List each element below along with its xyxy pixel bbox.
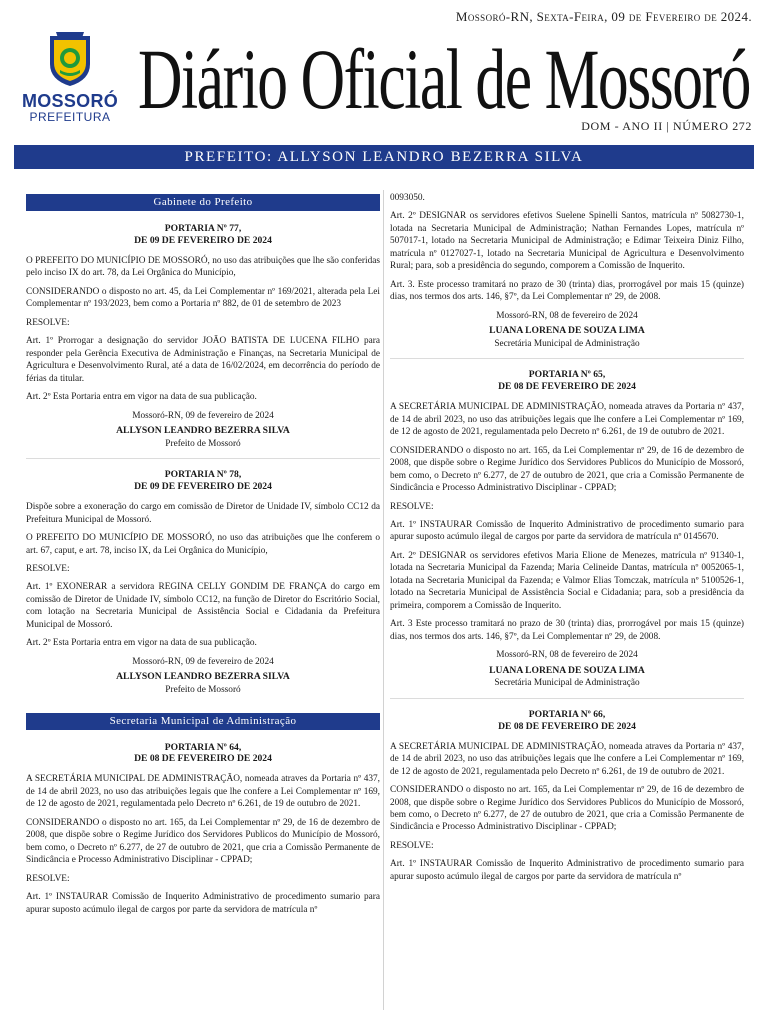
signature-place: Mossoró-RN, 08 de fevereiro de 2024 [496, 310, 638, 321]
paragraph: CONSIDERANDO o disposto no art. 165, da Lei Complementar nº 29, de 16 de dezembro de 2008, que dispõe sobre o Regime Jurídico dos Servidores Publicos do Município de Mossoró, bem como, o Decreto nº 6.277, de 27 de outubro de 2021, que cria a Comissão Permanente de Sindicância e Processo Administrativo Disciplinar - CPPAD; [390, 785, 744, 833]
separator [390, 358, 744, 359]
portaria-title: PORTARIA Nº 78, DE 09 DE FEVEREIRO DE 2024 [134, 469, 272, 493]
right-column [390, 192, 744, 1022]
resolve-label: RESOLVE: [26, 317, 70, 328]
paragraph: O PREFEITO DO MUNICÍPIO DE MOSSORÓ, no uso das atribuições que lhe são conferidas pelo inciso IX do art. 78, da Lei Orgânica do Município, [26, 255, 380, 279]
signature-role: Secretária Municipal de Administração [494, 678, 640, 689]
paragraph: Art. 1º INSTAURAR Comissão de Inquerito Administrativo de procedimento sumario para apurar suposto acúmulo ilegal de cargos por parte da servidora de matrícula nº 0145670. [390, 519, 744, 543]
prefeito-banner: PREFEITO: ALLYSON LEANDRO BEZERRA SILVA [14, 145, 754, 169]
paragraph: Art. 2º Esta Portaria entra em vigor na data de sua publicação. [26, 392, 257, 403]
portaria-64 [26, 742, 380, 917]
signature-name: ALLYSON LEANDRO BEZERRA SILVA [116, 671, 290, 683]
paragraph: CONSIDERANDO o disposto no art. 165, da Lei Complementar nº 29, de 16 de dezembro de 2008, que dispõe sobre o Regime Jurídico dos Servidores Publicos do Município de Mossoró, bem como, o Decreto nº 6.277, de 27 de outubro de 2021, que cria a Comissão Permanente de Sindicância e Processo Administrativo Disciplinar - CPPAD; [26, 817, 380, 866]
portaria-78 [26, 469, 380, 696]
signature-place: Mossoró-RN, 09 de fevereiro de 2024 [132, 410, 274, 421]
paragraph: Art. 1º EXONERAR a servidora REGINA CELLY GONDIM DE FRANÇA do cargo em comissão de Diretor de Unidade IV, símbolo CC12, na função de Diretor do Escritório Social, com lotação na Secretaria Municipal de Assistência Social e Cidadania da Prefeitura Municipal de Mossoró. [26, 582, 380, 630]
signature-name: ALLYSON LEANDRO BEZERRA SILVA [116, 424, 290, 436]
continued-text: 0093050. [390, 193, 425, 203]
resolve-label: RESOLVE: [26, 564, 70, 575]
separator [390, 698, 744, 699]
logo-title: MOSSORÓ [21, 91, 119, 111]
portaria-title: PORTARIA Nº 64, DE 08 DE FEVEREIRO DE 2024 [134, 741, 272, 765]
portaria-title: PORTARIA Nº 77, DE 09 DE FEVEREIRO DE 2024 [134, 223, 272, 246]
section-header-gabinete: Gabinete do Prefeito [26, 194, 380, 211]
section-header-administracao: Secretaria Municipal de Administração [26, 713, 380, 730]
masthead [0, 0, 768, 145]
resolve-label: RESOLVE: [26, 873, 70, 884]
paragraph: Dispõe sobre a exoneração do cargo em comissão de Diretor de Unidade IV, símbolo CC12 da Prefeitura Municipal de Mossoró. [26, 502, 380, 525]
paragraph: Art. 1º INSTAURAR Comissão de Inquerito Administrativo de procedimento sumario para apurar suposto acúmulo ilegal de cargos por parte da servidora de matrícula nº [26, 892, 380, 915]
paragraph: O PREFEITO DO MUNICÍPIO DE MOSSORÓ, no uso das atribuições que lhe conferem o art. 67, caput, e art. 78, inciso IX, da Lei Orgânica do Município, [26, 533, 380, 556]
paragraph: Art. 2º DESIGNAR os servidores efetivos Maria Elione de Menezes, matrícula nº 91340-1, lotada na Secretaria Municipal da Fazenda; Maria Celineide Dantas, matrícula nº 0052065-1, lotada na Secretaria Municipal da Fazenda; e Valmor Elias Tomczak, matrícula nº 5100526-1, lotado na Secretaria Municipal de Assistência Social e Cidadania; para, sob a presidência da primeira, comporem a Comissão de Inquerito. [390, 550, 744, 611]
paragraph: CONSIDERANDO o disposto no art. 165, da Lei Complementar nº 29, de 16 de dezembro de 2008, que dispõe sobre o Regime Jurídico dos Servidores Publicos do Município de Mossoró, bem como, o Decreto nº 6.277, de 27 de outubro de 2021, que cria a Comissão Permanente de Sindicância e Processo Administrativo Disciplinar - CPPAD; [390, 445, 744, 494]
paragraph: Art. 2º DESIGNAR os servidores efetivos Suelene Spinelli Santos, matrícula nº 5082730-1, lotada na Secretaria Municipal de Administração; Nathan Fernandes Lopes, matrícula nº 507017-1, lotado na Secretaria Municipal de Administração; e Edimar Teixeira Diniz Filho, matrícula nº 0127027-1, lotado na Secretaria Municipal de Agricultura e Desenvolvimento Rural; para, sob a presidência do segundo, comporem a Comissão de Inquerito. [390, 211, 744, 272]
prefeitura-logo [16, 30, 124, 130]
portaria-66 [390, 709, 744, 884]
paragraph: CONSIDERANDO o disposto no art. 45, da Lei Complementar nº 169/2021, alterada pela Lei Complementar nº 193/2023, bem como a Portaria nº 882, de 01 de setembro de 2023 [26, 286, 380, 310]
paragraph: Art. 2º Esta Portaria entra em vigor na data de sua publicação. [26, 638, 257, 649]
signature-name: LUANA LORENA DE SOUZA LIMA [489, 325, 645, 337]
logo-subtitle: PREFEITURA [29, 110, 111, 124]
mossoro-coat-of-arms-icon [46, 30, 94, 88]
resolve-label: RESOLVE: [390, 840, 434, 851]
signature-role: Prefeito de Mossoró [165, 438, 241, 449]
signature-place: Mossoró-RN, 09 de fevereiro de 2024 [132, 656, 274, 667]
paragraph: A SECRETÁRIA MUNICIPAL DE ADMINISTRAÇÃO, nomeada atraves da Portaria nº 437, de 14 de abril 2023, no uso das atribuições legais que lhe confere a Lei Complementar nº 169, de 12 de agosto de 2021, regulamentada pelo Decreto nº 6.261, de 19 de outubro de 2021. [390, 402, 744, 438]
resolve-label: RESOLVE: [390, 501, 434, 512]
signature-role: Prefeito de Mossoró [165, 685, 241, 696]
newspaper-title: Diário Oficial de Mossoró [138, 31, 750, 124]
paragraph: Art. 1º Prorrogar a designação do servidor JOÃO BATISTA DE LUCENA FILHO para responder pela Gerência Executiva de Administração e Finanças, na Secretaria Municipal de Agricultura e Desenvolvimento Rural, até a data de 16/02/2024, em decorrência do período de férias da titular. [26, 336, 380, 384]
paragraph: Art. 1º INSTAURAR Comissão de Inquerito Administrativo de procedimento sumario para apurar suposto acúmulo ilegal de cargos por parte da servidora de matrícula nº [390, 859, 744, 882]
portaria-title: PORTARIA Nº 65, DE 08 DE FEVEREIRO DE 2024 [498, 369, 636, 393]
signature-name: LUANA LORENA DE SOUZA LIMA [489, 664, 645, 676]
portaria-65 [390, 369, 744, 689]
dateline: Mossoró-RN, Sexta-Feira, 09 de Fevereiro de 2024. [455, 9, 752, 24]
paragraph: Art. 3 Este processo tramitará no prazo de 30 (trinta) dias, prorrogável por mais 15 (quinze) dias, nos termos dos arts. 146, §7º, da Lei Complementar nº 29, de 2008. [390, 619, 744, 642]
paragraph: A SECRETÁRIA MUNICIPAL DE ADMINISTRAÇÃO, nomeada atraves da Portaria nº 437, de 14 de abril 2023, no uso das atribuições legais que lhe confere a Lei Complementar nº 169, de 12 de agosto de 2021, regulamentada pelo Decreto nº 6.261, de 19 de outubro de 2021. [26, 774, 380, 810]
separator [26, 458, 380, 459]
masthead-title [134, 24, 754, 124]
signature-role: Secretária Municipal de Administração [494, 338, 640, 349]
column-divider [383, 190, 384, 1010]
portaria-77 [26, 223, 380, 450]
portaria-title: PORTARIA Nº 66, DE 08 DE FEVEREIRO DE 2024 [498, 708, 636, 732]
signature-place: Mossoró-RN, 08 de fevereiro de 2024 [496, 650, 638, 661]
left-column [26, 190, 380, 1020]
paragraph: A SECRETÁRIA MUNICIPAL DE ADMINISTRAÇÃO, nomeada atraves da Portaria nº 437, de 14 de abril 2023, no uso das atribuições legais que lhe confere a Lei Complementar nº 169, de 12 de agosto de 2021, regulamentada pelo Decreto nº 6.261, de 19 de outubro de 2021. [390, 741, 744, 777]
edition-info: DOM - ANO II | NÚMERO 272 [581, 119, 752, 133]
paragraph: Art. 3. Este processo tramitará no prazo de 30 (trinta) dias, prorrogável por mais 15 (quinze) dias, nos termos dos arts. 146, §7º, da Lei Complementar nº 29, de 2008. [390, 279, 744, 303]
